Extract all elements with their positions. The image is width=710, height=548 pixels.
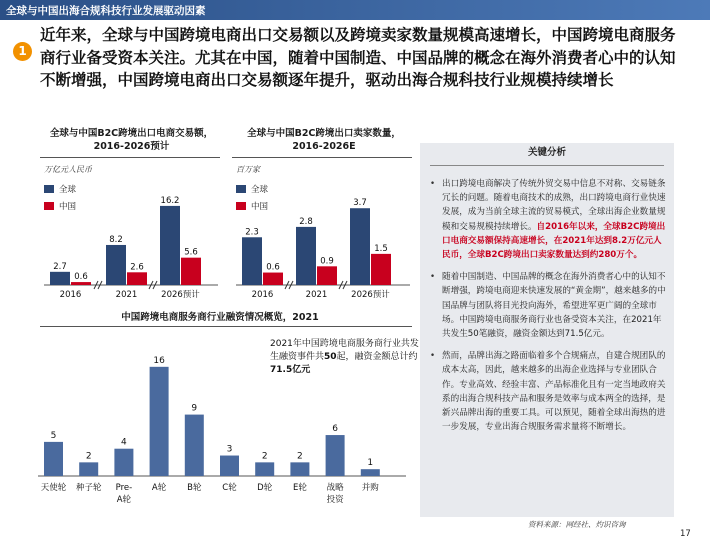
bar-global [296, 227, 316, 285]
chart1-title-rule [40, 157, 220, 158]
bar-value-label: 2.8 [299, 216, 313, 227]
funding-value-label: 3 [226, 444, 233, 455]
category-label: 2021 [305, 290, 328, 300]
analysis-list [428, 177, 670, 442]
funding-value-label: 2 [261, 451, 268, 462]
round-label: A轮 [151, 483, 167, 493]
legend-label-china: 中国 [59, 201, 77, 212]
funding-bar [150, 367, 169, 476]
bar-global [50, 272, 70, 285]
note-mid: 起，融资金额总计约 [336, 352, 418, 362]
analysis-point-1-highlight: 自2016年以来，全球B2C跨境出口电商交易额保持高速增长，在2021年达到8.2万亿元人民币，全球B2C跨境出口卖家数量达到约280万个。 [442, 221, 666, 261]
bar-value-label: 0.9 [320, 256, 334, 267]
bar-value-label: 16.2 [160, 195, 180, 206]
funding-value-label: 1 [367, 458, 374, 469]
round-label: C轮 [222, 483, 237, 493]
category-label: 2021 [115, 290, 138, 300]
funding-value-label: 2 [297, 451, 303, 462]
funding-value-label: 5 [50, 430, 57, 441]
bar-value-label: 3.7 [353, 198, 367, 209]
chart3-title-rule [40, 326, 412, 327]
funding-bar [255, 462, 274, 476]
bar-value-label: 2.3 [245, 227, 259, 238]
bar-value-label: 0.6 [74, 272, 88, 283]
bar-china [181, 258, 201, 285]
analysis-panel [420, 143, 674, 517]
funding-value-label: 9 [191, 403, 198, 414]
round-label: Pre- [115, 483, 133, 493]
bar-china [371, 254, 391, 285]
funding-bar [185, 415, 204, 476]
funding-value-label: 16 [153, 355, 165, 366]
bar-value-label: 2.6 [130, 262, 144, 273]
analysis-point-2: • 随着中国制造、中国品牌的概念在海外消费者心中的认知不断增强，跨境电商迎来快速发展的“黄金期”，越来越多的中国品牌与团队将目光投向海外，希望进军更广阔的全球市场。中国跨境电商服务商行业也备受资本关注，在2021年共发生50笔融资，融资金额达到71.5亿元。 [428, 270, 670, 341]
bar-global [350, 208, 370, 285]
analysis-divider [430, 165, 664, 166]
bar-china [71, 282, 91, 285]
legend-label-global: 全球 [251, 184, 269, 195]
chart1-unit: 万亿元人民币 [44, 165, 92, 174]
bar-china [127, 272, 147, 285]
page-number: 17 [680, 529, 691, 539]
chart1-title: 全球与中国B2C跨境出口电商交易额，2016-2026预计 [49, 128, 214, 152]
round-label: 种子轮 [75, 483, 102, 493]
banner-title: 全球与中国出海合规科技行业发展驱动因素 [6, 5, 206, 17]
headline-text: 近年来，全球与中国跨境电商出口交易额以及跨境卖家数量规模高速增长，中国跨境电商服务商行业备受资本关注。尤其在中国，随着中国制造、中国品牌的概念在海外消费者心中的认知不断增强，中国跨境电商出口交易额逐年提升，驱动出海合规科技行业规模持续增长 [40, 25, 676, 89]
funding-bar [361, 469, 380, 476]
legend-label-global: 全球 [59, 184, 77, 195]
round-label: 并购 [361, 483, 379, 493]
funding-bar [290, 462, 309, 476]
funding-bar [79, 462, 98, 476]
note-count: 50 [324, 352, 337, 362]
chart2-svg [228, 180, 418, 302]
funding-bar [220, 456, 239, 476]
bar-china [317, 266, 337, 285]
round-label: E轮 [292, 483, 307, 493]
bar-value-label: 1.5 [374, 243, 388, 254]
bar-global [106, 245, 126, 285]
funding-bar [44, 442, 63, 476]
funding-bar [326, 435, 345, 476]
bar-value-label: 2.7 [53, 261, 67, 272]
category-label: 2016 [59, 290, 82, 300]
bar-value-label: 8.2 [109, 234, 123, 245]
analysis-point-1-text: 出口跨境电商解决了传统外贸交易中信息不对称、交易链条冗长的问题。随着电商技术的成熟，出口跨境电商行业快速发展，成为当前全球主流的贸易模式，全球出海企业数量规模和交易规模持续增长。 [442, 179, 666, 232]
funding-value-label: 6 [332, 424, 338, 435]
chart1-svg [36, 180, 226, 302]
chart2-title: 全球与中国B2C跨境出口卖家数量，2016-2026E [247, 128, 401, 152]
chart2-title-rule [232, 157, 412, 158]
round-label: D轮 [257, 483, 273, 493]
legend-label-china: 中国 [251, 201, 269, 212]
category-label: 2026预计 [351, 290, 390, 300]
bar-value-label: 5.6 [184, 247, 198, 258]
funding-value-label: 4 [121, 437, 127, 448]
source-note: 资料来源：网经社、灼识咨询 [528, 520, 626, 529]
funding-value-label: 2 [85, 451, 92, 462]
category-label: 2016 [251, 290, 274, 300]
round-label: 投资 [326, 495, 344, 505]
round-label: 战略 [326, 483, 344, 493]
chart3-title: 中国跨境电商服务商行业融资情况概览，2021 [121, 312, 319, 323]
bar-global [242, 237, 262, 285]
round-label: B轮 [187, 483, 202, 493]
chart2-unit: 百万家 [236, 165, 260, 174]
bar-global [160, 206, 180, 285]
top-banner [0, 0, 710, 20]
round-label: A轮 [116, 495, 132, 505]
analysis-point-3: • 然而，品牌出海之路面临着多个合规痛点，自建合规团队的成本太高，因此，越来越多的出海企业选择与专业团队合作。专业高效、经验丰富、产品标准化且有一定当地政府关系的出海合规科技产品和服务是效率与成本两全的选择，是新兴品牌出海的重要工具。可以预见，随着全球出海热的进一步发展，专业出海合规服务需求量将不断增长。 [428, 349, 670, 434]
round-label: 天使轮 [40, 483, 67, 493]
analysis-title: 关键分析 [527, 147, 566, 158]
note-amount: 71.5亿元 [270, 365, 311, 375]
point-number-badge: 1 [13, 42, 32, 61]
note-pre: 2021年中国跨境电商服务商行业共发生融资事件共 [270, 339, 419, 362]
funding-note [270, 338, 420, 377]
bar-china [263, 273, 283, 285]
funding-bar [114, 449, 133, 476]
analysis-point-1 [428, 177, 670, 262]
bar-value-label: 0.6 [266, 262, 280, 273]
category-label: 2026预计 [161, 290, 200, 300]
